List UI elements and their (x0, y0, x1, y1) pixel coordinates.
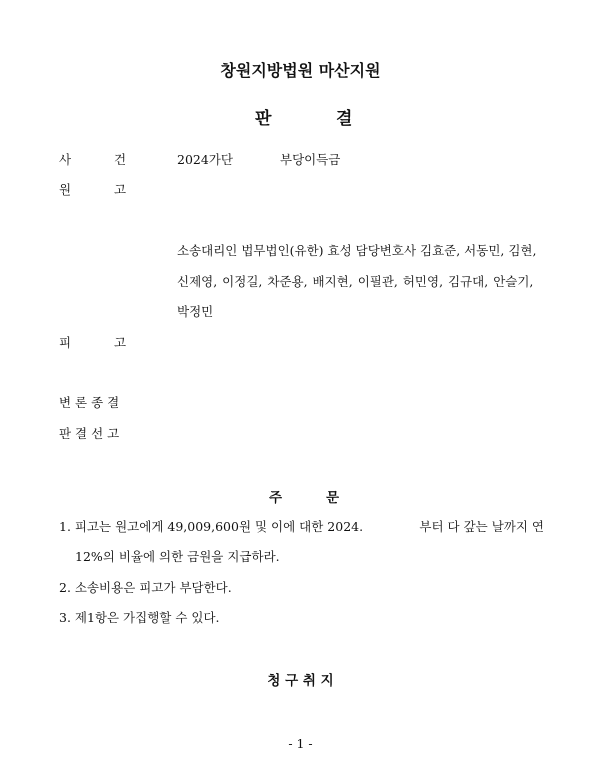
case-label-char-2: 건 (114, 152, 127, 167)
counsel-line-3: 박정민 (177, 304, 214, 319)
court-name: 창원지방법원 마산지원 (220, 61, 381, 80)
order-item-2: 2. 소송비용은 피고가 부담한다. (59, 580, 232, 595)
defendant-label-char-1: 피 (59, 335, 72, 350)
case-name: 부당이득금 (280, 152, 341, 167)
counsel-line-2: 신제영, 이정길, 차준용, 배지현, 이필관, 허민영, 김규대, 안슬기, (177, 274, 534, 289)
order-item-1-line-1-left: 1. 피고는 원고에게 49,009,600원 및 이에 대한 2024. (59, 519, 364, 534)
plaintiff-label-char-2: 고 (114, 182, 127, 197)
page-number: - 1 - (288, 736, 313, 751)
claim-heading: 청 구 취 지 (267, 673, 334, 689)
order-heading-right: 문 (326, 490, 340, 506)
closing-of-argument-label: 변 론 종 결 (59, 395, 120, 410)
order-item-3: 3. 제1항은 가집행할 수 있다. (59, 610, 220, 625)
document-title-right: 결 (336, 109, 353, 129)
order-item-1-line-1-right: 부터 다 갚는 날까지 연 (419, 519, 544, 534)
document-title-left: 판 (255, 109, 272, 129)
case-label-char-1: 사 (59, 152, 72, 167)
order-heading-left: 주 (269, 490, 283, 506)
order-item-1-line-2: 12%의 비율에 의한 금원을 지급하라. (75, 549, 280, 564)
counsel-line-1-text: 소송대리인 법무법인(유한) 효성 담당변호사 김효준, 서동민, 김현, (177, 243, 537, 258)
plaintiff-label-char-1: 원 (59, 182, 72, 197)
case-number: 2024가단 (177, 152, 233, 167)
defendant-label-char-2: 고 (114, 335, 127, 350)
counsel-line-1 (177, 241, 544, 259)
ruling-date-label: 판 결 선 고 (59, 426, 120, 441)
